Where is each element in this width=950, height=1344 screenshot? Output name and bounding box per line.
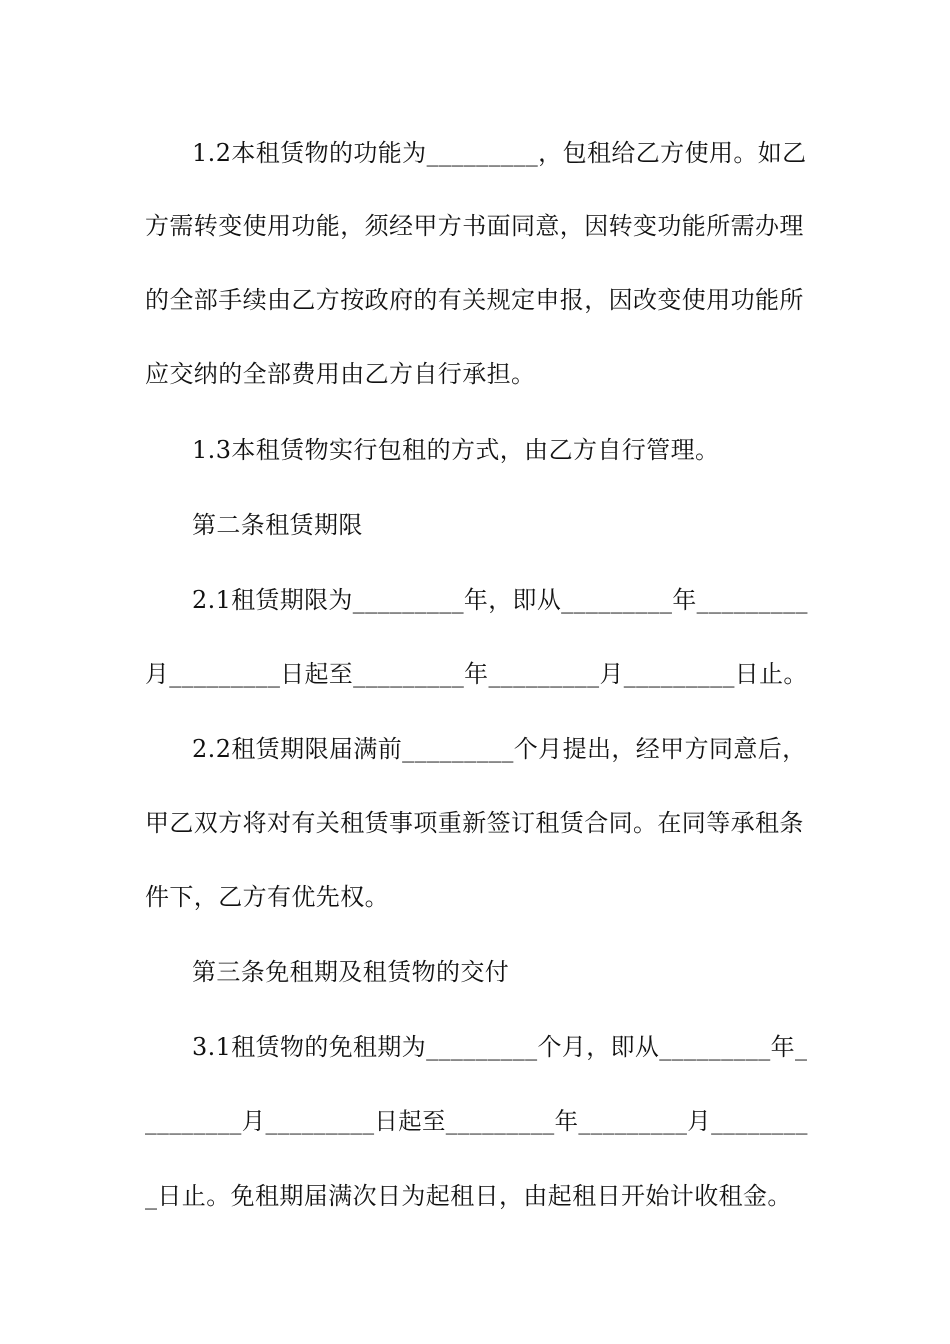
paragraph-2-1-line-2: 月_________日起至_________年_________月_________日止。 <box>145 660 808 688</box>
paragraph-3-1-line-2: ________月_________日起至_________年_________月________ <box>145 1107 808 1135</box>
paragraph-2-2-line-1: 2.2租赁期限届满前_________个月提出，经甲方同意后， <box>192 735 807 763</box>
paragraph-3-1-line-3: _日止。免租期届满次日为起租日，由起租日开始计收租金。 <box>145 1182 792 1210</box>
section-heading-3: 第三条免租期及租赁物的交付 <box>192 958 510 986</box>
paragraph-1-2-line-1: 1.2本租赁物的功能为_________，包租给乙方使用。如乙 <box>192 139 807 167</box>
paragraph-2-2-line-3: 件下，乙方有优先权。 <box>145 883 389 911</box>
paragraph-1-2-line-3: 的全部手续由乙方按政府的有关规定申报，因改变使用功能所 <box>145 286 804 314</box>
paragraph-2-2-line-2: 甲乙双方将对有关租赁事项重新签订租赁合同。在同等承租条 <box>145 809 804 837</box>
section-heading-2: 第二条租赁期限 <box>192 511 363 539</box>
paragraph-1-3: 1.3本租赁物实行包租的方式，由乙方自行管理。 <box>192 436 720 464</box>
paragraph-1-2-line-2: 方需转变使用功能，须经甲方书面同意，因转变功能所需办理 <box>145 212 804 240</box>
paragraph-2-1-line-1: 2.1租赁期限为_________年，即从_________年_________ <box>192 586 808 614</box>
paragraph-3-1-line-1: 3.1租赁物的免租期为_________个月，即从_________年_ <box>192 1033 808 1061</box>
paragraph-1-2-line-4: 应交纳的全部费用由乙方自行承担。 <box>145 360 536 388</box>
